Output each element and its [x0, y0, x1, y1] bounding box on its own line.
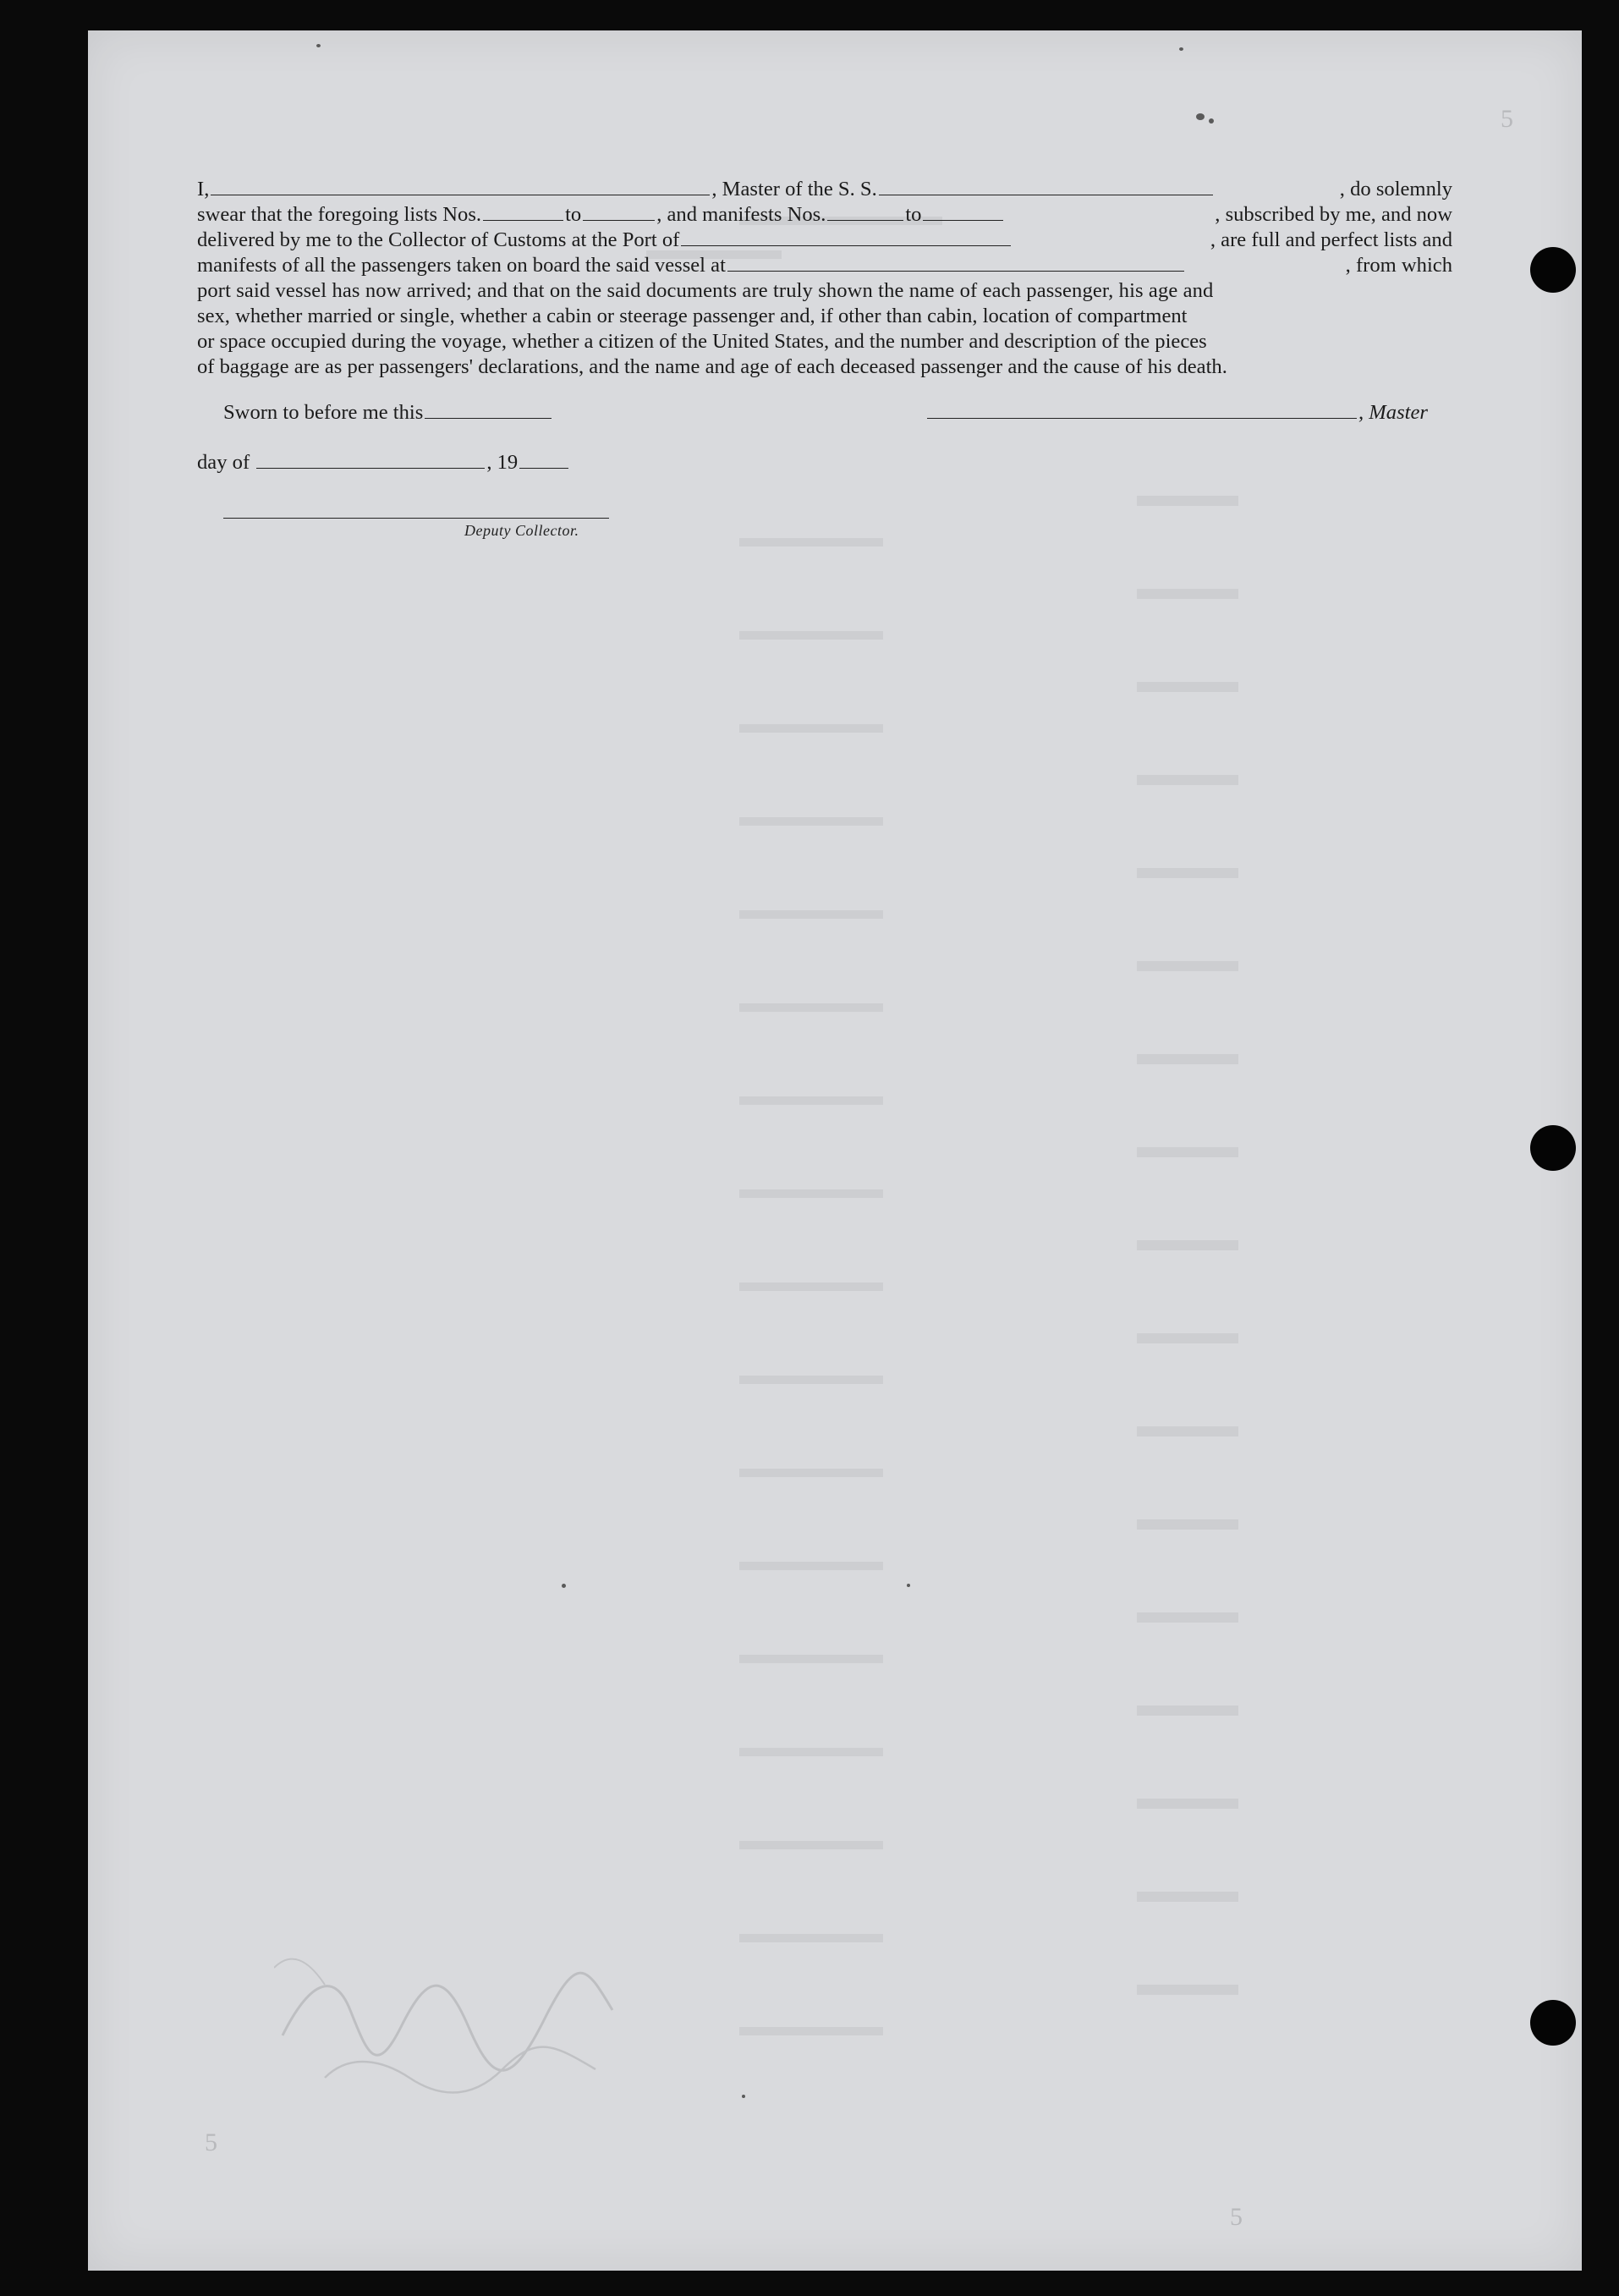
year-field[interactable]	[519, 451, 568, 469]
oath-line-5: port said vessel has now arrived; and that on the said documents are truly shown the name of each passenger, his age and	[197, 279, 1214, 302]
oath-text: to	[565, 203, 582, 226]
sworn-day-field[interactable]	[425, 401, 552, 419]
oath-text: , are full and perfect lists and	[1210, 228, 1452, 251]
month-field[interactable]	[256, 451, 485, 469]
oath-text: , from which	[1345, 254, 1452, 277]
speck	[1196, 113, 1205, 120]
speck	[1209, 118, 1214, 124]
oath-paragraph	[197, 177, 1452, 380]
speck	[316, 44, 321, 47]
oath-line-6: sex, whether married or single, whether a cabin or steerage passenger and, if other than cabin, location of compartment	[197, 305, 1188, 327]
sworn-line	[223, 401, 553, 425]
master-label: , Master	[1358, 401, 1428, 424]
form-sheet	[88, 30, 1582, 2271]
oath-text: manifests of all the passengers taken on board the said vessel at	[197, 254, 726, 277]
departure-port-field[interactable]	[727, 254, 1184, 272]
oath-line-2	[197, 202, 1452, 228]
oath-text: I,	[197, 178, 210, 200]
port-field[interactable]	[681, 228, 1011, 246]
oath-line-4	[197, 253, 1452, 278]
speck	[1179, 47, 1183, 51]
speck	[742, 2095, 745, 2098]
year-label: , 19	[486, 451, 519, 474]
master-name-field[interactable]	[211, 178, 710, 195]
oath-text: , subscribed by me, and now	[1215, 203, 1452, 226]
oath-text: , Master of the S. S.	[711, 178, 877, 200]
punch-hole-top	[1530, 247, 1576, 293]
lists-from-field[interactable]	[483, 203, 563, 221]
manifests-from-field[interactable]	[827, 203, 903, 221]
master-signature-field[interactable]	[927, 401, 1357, 419]
oath-text: swear that the foregoing lists Nos.	[197, 203, 482, 226]
page-mark-top-right: 5	[1501, 105, 1513, 133]
deputy-collector-label: Deputy Collector.	[464, 522, 579, 539]
oath-text: delivered by me to the Collector of Customs at the Port of	[197, 228, 680, 251]
date-line	[197, 451, 570, 475]
sworn-label: Sworn to before me this	[223, 401, 424, 424]
oath-text: , do solemnly	[1339, 178, 1452, 200]
page-mark-bottom-center: 5	[1230, 2203, 1243, 2231]
lists-to-field[interactable]	[583, 203, 655, 221]
oath-line-8: of baggage are as per passengers' declarations, and the name and age of each deceased passenger and the cause of his death.	[197, 355, 1227, 378]
manifests-to-field[interactable]	[923, 203, 1003, 221]
oath-line-7: or space occupied during the voyage, whether a citizen of the United States, and the number and description of the pieces	[197, 330, 1207, 353]
day-label: day of	[197, 451, 250, 474]
oath-text: , and manifests Nos.	[656, 203, 826, 226]
page-mark-bottom-left: 5	[205, 2128, 217, 2156]
speck	[907, 1584, 910, 1587]
handwritten-notation-mark	[274, 1934, 629, 2137]
oath-line-1	[197, 177, 1452, 202]
speck	[562, 1584, 566, 1588]
oath-line-3	[197, 228, 1452, 253]
deputy-signature-field[interactable]	[223, 518, 609, 519]
ship-name-field[interactable]	[879, 178, 1213, 195]
master-signature-line	[925, 401, 1428, 425]
oath-text: to	[905, 203, 922, 226]
punch-hole-middle	[1530, 1125, 1576, 1171]
punch-hole-bottom	[1530, 2000, 1576, 2046]
